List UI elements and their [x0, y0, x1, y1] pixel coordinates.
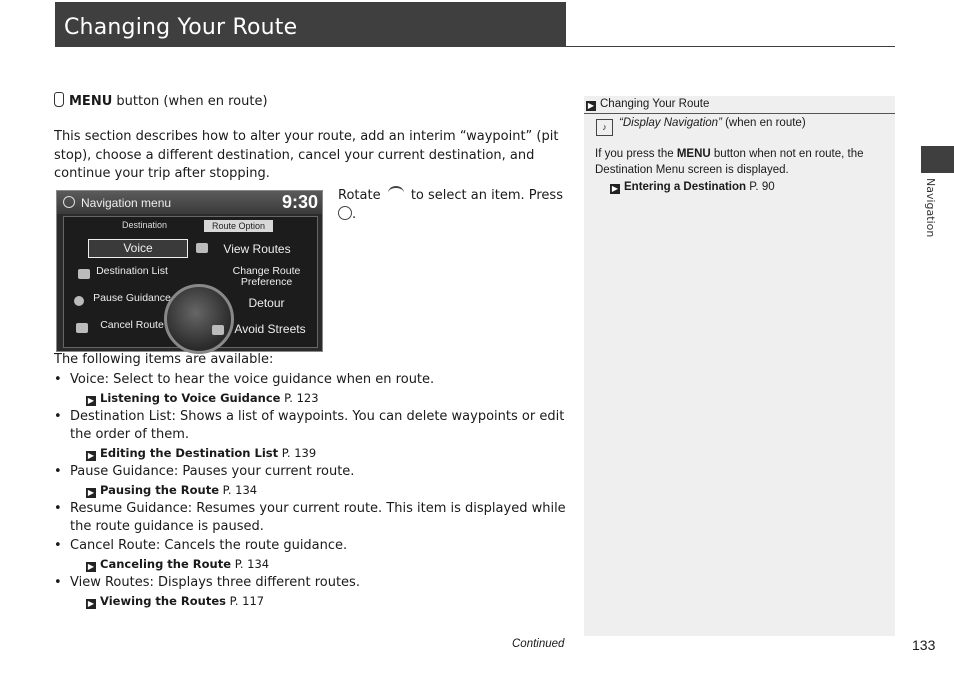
- reference-arrow-icon: ▶: [87, 488, 95, 497]
- home-icon: [63, 196, 75, 208]
- rotate-knob-icon: [388, 186, 404, 200]
- reference-link[interactable]: Listening to Voice Guidance: [100, 391, 281, 405]
- reference-page: P. 134: [219, 483, 258, 497]
- item-name: Cancel Route: [70, 538, 156, 553]
- rotate-text-b: to select an item. Press: [406, 188, 563, 203]
- screen-tab-destination: Destination: [122, 220, 168, 230]
- screen-item-voice: Voice: [88, 239, 188, 258]
- reference-arrow-icon: ▶: [87, 396, 95, 405]
- item-name: View Routes: [70, 575, 150, 590]
- destination-list-icon: [78, 269, 90, 279]
- screen-item-view-routes: View Routes: [223, 242, 291, 256]
- cross-reference: [54, 482, 566, 499]
- hold-button-icon: [54, 92, 64, 107]
- list-item: [54, 408, 566, 444]
- item-name: Destination List: [70, 409, 172, 424]
- view-routes-icon: [196, 243, 208, 253]
- item-description: : Pauses your current route.: [173, 464, 355, 479]
- sidebar-text-b: button when not en route, the Destination Menu screen is displayed.: [595, 148, 864, 176]
- bullet: •: [54, 409, 62, 424]
- screen-item-pause-guidance: Pause Guidance: [93, 292, 171, 304]
- screen-item-avoid-streets: Avoid Streets: [234, 322, 306, 336]
- press-knob-icon: [338, 206, 352, 220]
- reference-page: P. 134: [231, 557, 270, 571]
- screen-header: [57, 191, 322, 214]
- rotate-text-a: Rotate: [338, 188, 385, 203]
- reference-link[interactable]: Canceling the Route: [100, 557, 232, 571]
- page-number: 133: [912, 637, 936, 653]
- reference-link[interactable]: Pausing the Route: [100, 483, 220, 497]
- bullet: •: [54, 501, 62, 516]
- reference-link[interactable]: Editing the Destination List: [100, 446, 279, 460]
- sidebar-reference-page: P. 90: [746, 181, 775, 193]
- sidebar-heading: [584, 96, 895, 114]
- menu-button-line: [54, 92, 268, 109]
- page-title: Changing Your Route: [64, 15, 298, 40]
- item-name: Voice: [70, 372, 105, 387]
- item-description: : Cancels the route guidance.: [155, 538, 348, 553]
- bullet: •: [54, 575, 62, 590]
- pause-icon: [74, 296, 84, 306]
- sidebar-cross-reference: [610, 179, 775, 195]
- voice-command-icon: ♪: [596, 119, 613, 136]
- item-name: Pause Guidance: [70, 464, 174, 479]
- sidebar-arrow-icon: ▶: [587, 101, 595, 110]
- cross-reference: [54, 556, 566, 573]
- rotate-text-c: .: [352, 207, 357, 222]
- sidebar-note: [584, 96, 895, 636]
- title-bar: [55, 2, 566, 46]
- avoid-streets-icon: [212, 325, 224, 335]
- list-item: [54, 574, 566, 592]
- reference-page: P. 123: [280, 391, 319, 405]
- reference-page: P. 139: [278, 446, 317, 460]
- voice-command-line: [596, 114, 806, 136]
- cross-reference: [54, 390, 566, 407]
- screen-item-change-route-preference: Change Route Preference: [232, 265, 301, 288]
- bullet: •: [54, 372, 62, 387]
- cross-reference: [54, 445, 566, 462]
- screen-title: Navigation menu: [81, 196, 172, 210]
- sidebar-reference-link[interactable]: Entering a Destination: [624, 181, 747, 193]
- screen-item-detour: Detour: [248, 296, 285, 310]
- reference-arrow-icon: ▶: [87, 599, 95, 608]
- menu-line-text: button (when en route): [112, 94, 268, 109]
- available-items-intro: The following items are available:: [54, 352, 274, 367]
- sidebar-paragraph: [595, 146, 890, 178]
- cancel-route-icon: [76, 323, 88, 333]
- voice-command-suffix: (when en route): [721, 117, 806, 129]
- intro-paragraph: This section describes how to alter your route, add an interim “waypoint” (pit stop), choose a different destination, cancel your current destination, and continue your trip after stopping.: [54, 129, 559, 181]
- continued-label: Continued: [512, 638, 565, 650]
- bullet: •: [54, 538, 62, 553]
- section-tab-label: Navigation: [924, 178, 937, 238]
- list-item: [54, 463, 566, 481]
- item-name: Resume Guidance: [70, 501, 188, 516]
- screen-clock: 9:30: [281, 192, 318, 212]
- reference-link[interactable]: Viewing the Routes: [100, 594, 227, 608]
- item-description: : Shows a list of waypoints. You can delete waypoints or edit the order of them.: [70, 409, 565, 442]
- item-description: : Displays three different routes.: [149, 575, 360, 590]
- items-list: [54, 371, 566, 611]
- reference-arrow-icon: ▶: [87, 562, 95, 571]
- list-item: [54, 500, 566, 536]
- screen-menu-body: [63, 216, 318, 348]
- list-item: [54, 537, 566, 555]
- cross-reference: [54, 593, 566, 610]
- reference-arrow-icon: ▶: [87, 451, 95, 460]
- voice-command: “Display Navigation”: [619, 117, 722, 129]
- menu-button-label: MENU: [69, 94, 113, 109]
- bullet: •: [54, 464, 62, 479]
- reference-page: P. 117: [226, 594, 265, 608]
- sidebar-menu-label: MENU: [676, 148, 711, 160]
- item-description: : Select to hear the voice guidance when en route.: [104, 372, 435, 387]
- sidebar-text-a: If you press the: [595, 148, 677, 160]
- item-description: : Resumes your current route. This item is displayed while the route guidance is paused.: [70, 501, 566, 534]
- title-divider: [55, 46, 895, 47]
- selector-knob-icon: [164, 284, 234, 354]
- section-tab: [921, 146, 954, 173]
- screen-tab-route-option: Route Option: [204, 220, 273, 232]
- sidebar-heading-text: Changing Your Route: [600, 98, 710, 110]
- reference-arrow-icon: ▶: [611, 184, 619, 193]
- navigation-menu-screenshot: [56, 190, 323, 352]
- rotate-instruction: [338, 186, 563, 224]
- screen-item-cancel-route: Cancel Route: [100, 319, 164, 331]
- list-item: [54, 371, 566, 389]
- screen-item-destination-list: Destination List: [96, 265, 168, 277]
